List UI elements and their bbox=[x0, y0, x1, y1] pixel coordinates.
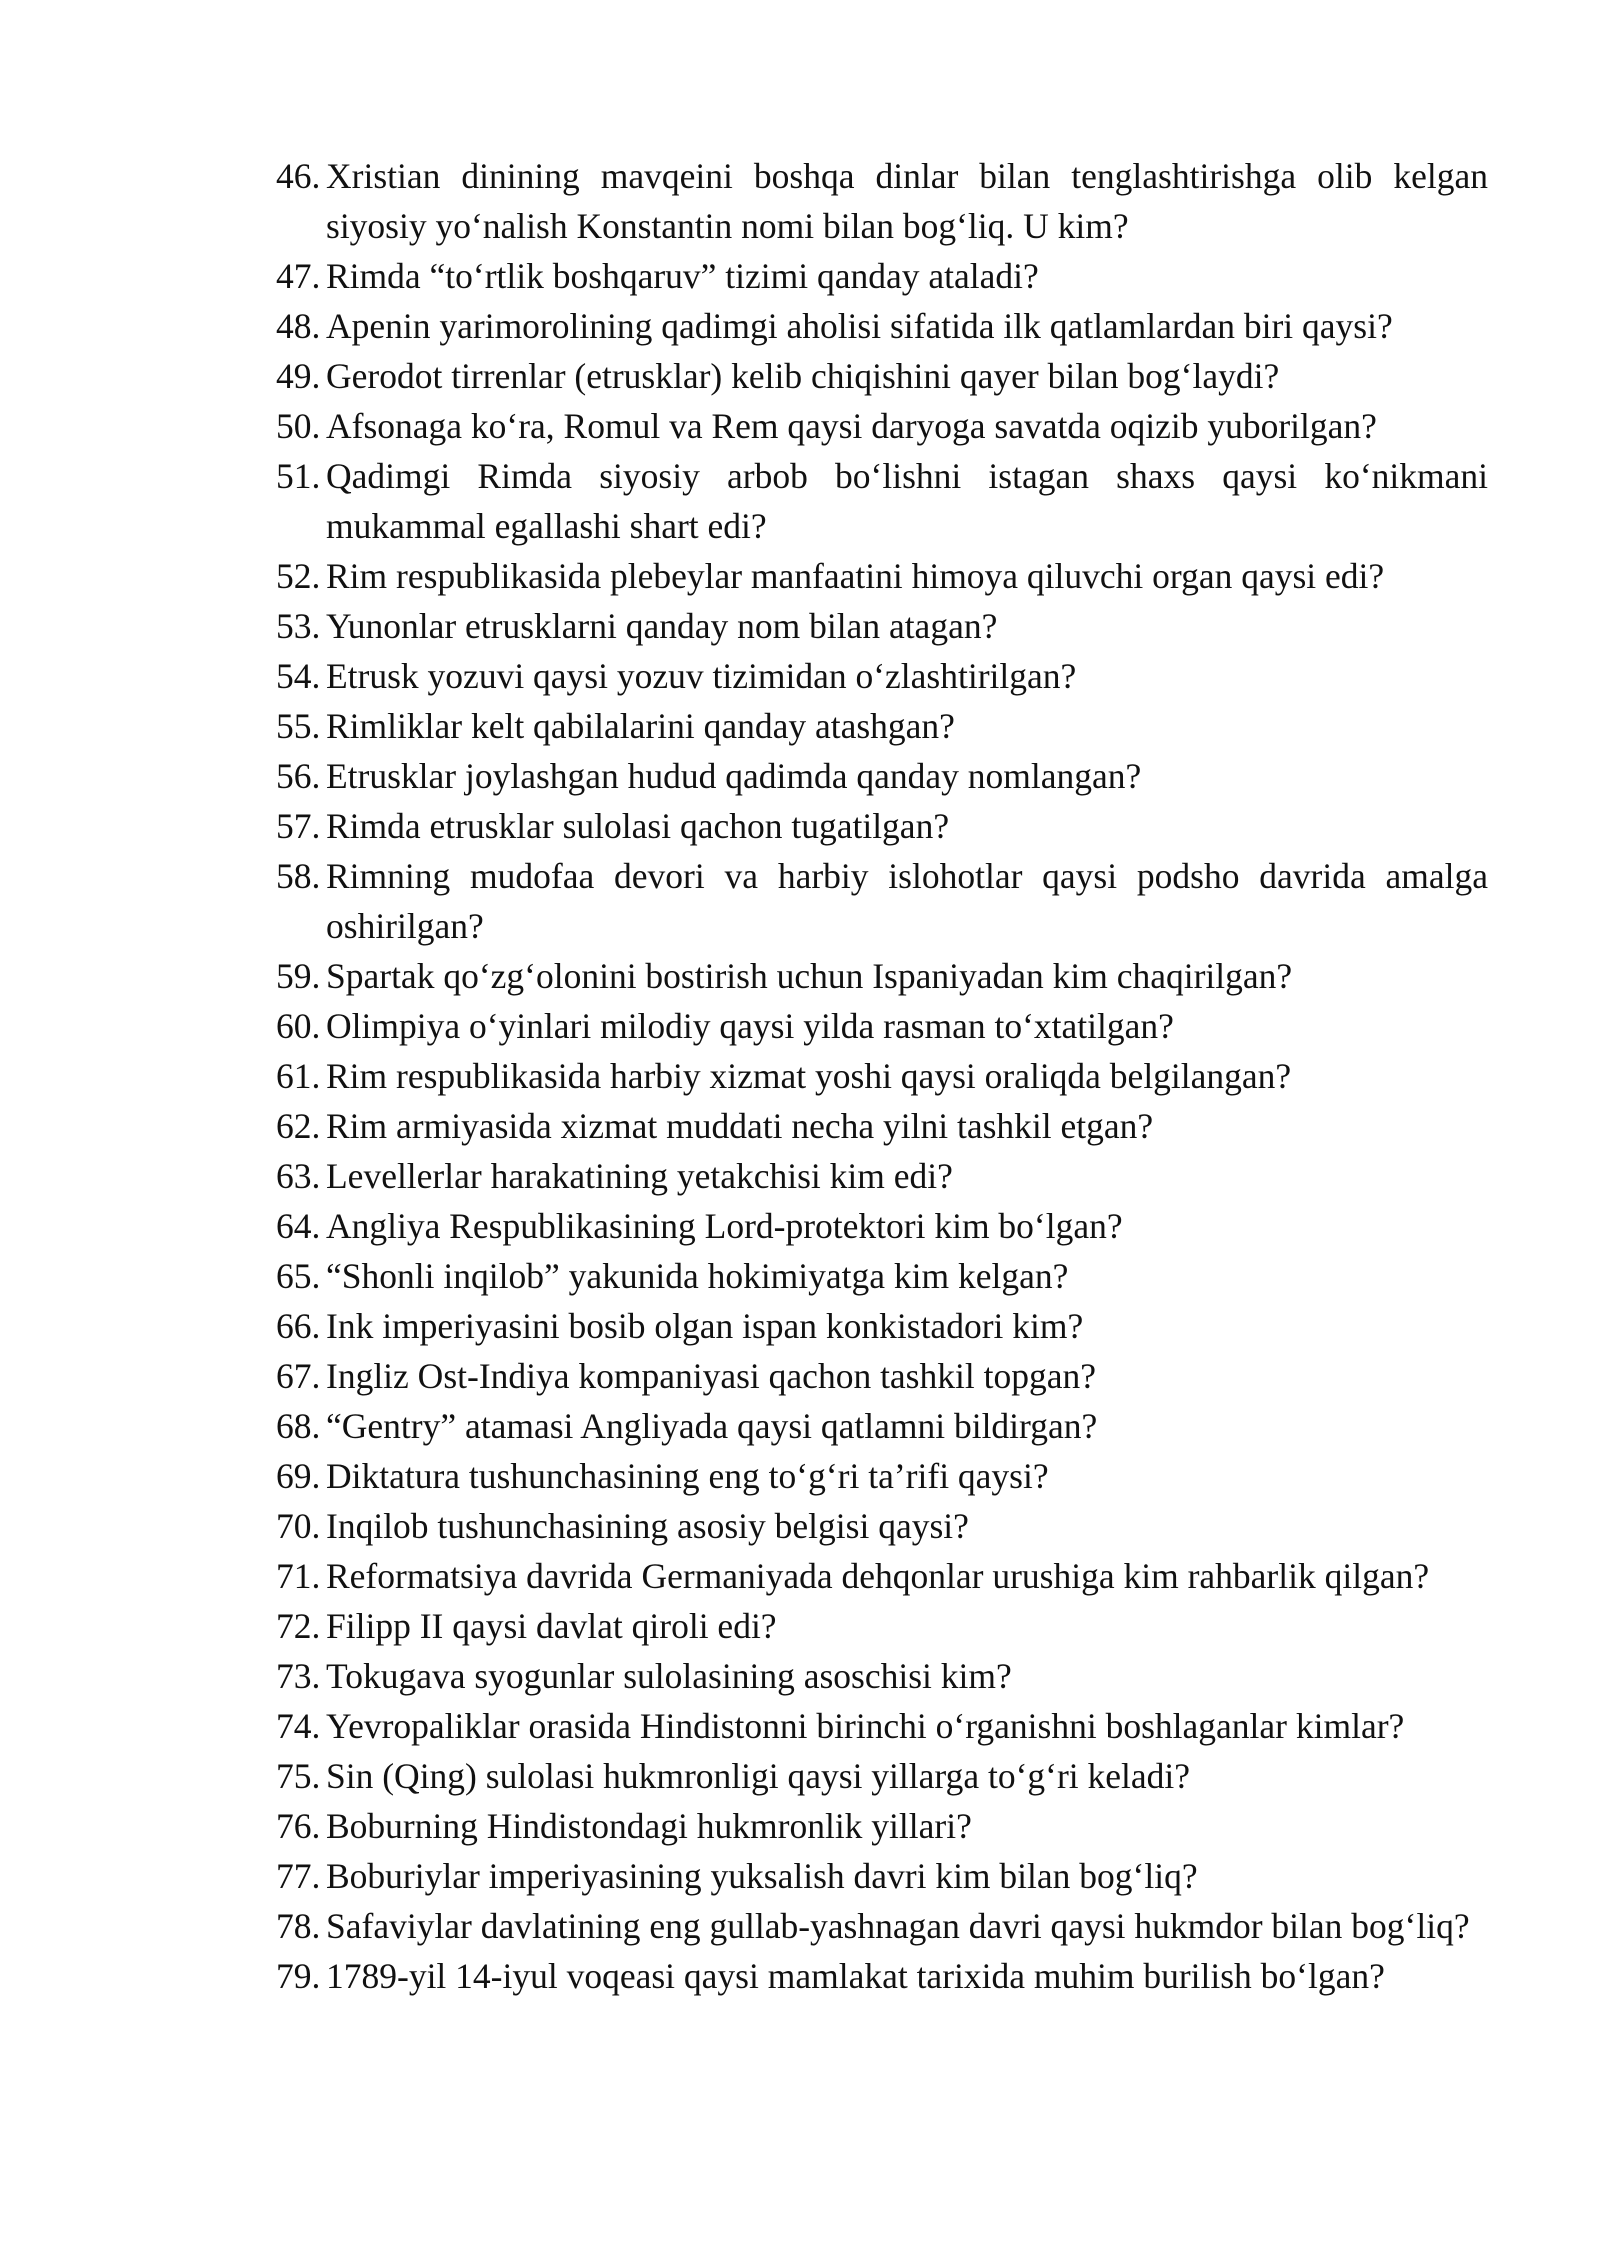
question-item bbox=[276, 1651, 1488, 1701]
question-text: Rim respublikasida plebeylar manfaatini himoya qiluvchi organ qaysi edi? bbox=[326, 556, 1385, 596]
question-item bbox=[276, 1901, 1488, 1951]
question-item bbox=[276, 1351, 1488, 1401]
question-text: Sin (Qing) sulolasi hukmronligi qaysi yillarga to‘g‘ri keladi? bbox=[326, 1756, 1191, 1796]
question-item bbox=[276, 1801, 1488, 1851]
question-item bbox=[276, 451, 1488, 551]
question-text: Reformatsiya davrida Germaniyada dehqonlar urushiga kim rahbarlik qilgan? bbox=[326, 1556, 1430, 1596]
question-number: 78. bbox=[276, 1906, 321, 1946]
question-number: 59. bbox=[276, 956, 321, 996]
question-number: 53. bbox=[276, 606, 321, 646]
question-item bbox=[276, 1301, 1488, 1351]
question-item bbox=[276, 1701, 1488, 1751]
question-number: 75. bbox=[276, 1756, 321, 1796]
question-number: 73. bbox=[276, 1656, 321, 1696]
question-text: Angliya Respublikasining Lord-protektori kim bo‘lgan? bbox=[326, 1206, 1123, 1246]
question-text: Olimpiya o‘yinlari milodiy qaysi yilda rasman to‘xtatilgan? bbox=[326, 1006, 1174, 1046]
question-item bbox=[276, 1751, 1488, 1801]
question-text: Tokugava syogunlar sulolasining asoschisi kim? bbox=[326, 1656, 1012, 1696]
question-text: Xristian dinining mavqeini boshqa dinlar bilan tenglashtirishga olib kelgan siyosiy yo‘nalish Konstantin nomi bilan bog‘liq. U kim? bbox=[326, 156, 1488, 246]
question-text: Ingliz Ost-Indiya kompaniyasi qachon tashkil topgan? bbox=[326, 1356, 1096, 1396]
question-text: Safaviylar davlatining eng gullab-yashnagan davri qaysi hukmdor bilan bog‘liq? bbox=[326, 1906, 1470, 1946]
question-item bbox=[276, 1401, 1488, 1451]
question-text: Inqilob tushunchasining asosiy belgisi qaysi? bbox=[326, 1506, 969, 1546]
question-text: Qadimgi Rimda siyosiy arbob bo‘lishni istagan shaxs qaysi ko‘nikmani mukammal egallashi shart edi? bbox=[326, 456, 1488, 546]
question-item bbox=[276, 701, 1488, 751]
question-text: Levellerlar harakatining yetakchisi kim edi? bbox=[326, 1156, 953, 1196]
question-item bbox=[276, 151, 1488, 251]
question-number: 54. bbox=[276, 656, 321, 696]
question-text: “Gentry” atamasi Angliyada qaysi qatlamni bildirgan? bbox=[326, 1406, 1098, 1446]
question-number: 52. bbox=[276, 556, 321, 596]
question-number: 48. bbox=[276, 306, 321, 346]
question-text: Rim armiyasida xizmat muddati necha yilni tashkil etgan? bbox=[326, 1106, 1154, 1146]
question-number: 50. bbox=[276, 406, 321, 446]
question-number: 65. bbox=[276, 1256, 321, 1296]
question-text: Rimda “to‘rtlik boshqaruv” tizimi qanday ataladi? bbox=[326, 256, 1039, 296]
question-number: 62. bbox=[276, 1106, 321, 1146]
question-text: Diktatura tushunchasining eng to‘g‘ri ta’rifi qaysi? bbox=[326, 1456, 1049, 1496]
question-number: 46. bbox=[276, 156, 321, 196]
question-item bbox=[276, 751, 1488, 801]
question-number: 77. bbox=[276, 1856, 321, 1896]
question-item bbox=[276, 1251, 1488, 1301]
question-number: 61. bbox=[276, 1056, 321, 1096]
question-text: Rimda etrusklar sulolasi qachon tugatilgan? bbox=[326, 806, 950, 846]
question-text: Yevropaliklar orasida Hindistonni birinchi o‘rganishni boshlaganlar kimlar? bbox=[326, 1706, 1405, 1746]
question-item bbox=[276, 601, 1488, 651]
question-item bbox=[276, 1151, 1488, 1201]
question-text: Rim respublikasida harbiy xizmat yoshi qaysi oraliqda belgilangan? bbox=[326, 1056, 1292, 1096]
question-number: 67. bbox=[276, 1356, 321, 1396]
question-item bbox=[276, 401, 1488, 451]
question-item bbox=[276, 1501, 1488, 1551]
question-number: 69. bbox=[276, 1456, 321, 1496]
question-text: Gerodot tirrenlar (etrusklar) kelib chiqishini qayer bilan bog‘laydi? bbox=[326, 356, 1280, 396]
question-item bbox=[276, 951, 1488, 1001]
question-number: 68. bbox=[276, 1406, 321, 1446]
question-number: 79. bbox=[276, 1956, 321, 1996]
question-number: 56. bbox=[276, 756, 321, 796]
question-text: Yunonlar etrusklarni qanday nom bilan atagan? bbox=[326, 606, 998, 646]
question-number: 64. bbox=[276, 1206, 321, 1246]
question-item bbox=[276, 651, 1488, 701]
question-number: 49. bbox=[276, 356, 321, 396]
question-text: Etrusklar joylashgan hudud qadimda qanday nomlangan? bbox=[326, 756, 1142, 796]
question-item bbox=[276, 1451, 1488, 1501]
question-number: 57. bbox=[276, 806, 321, 846]
question-number: 74. bbox=[276, 1706, 321, 1746]
question-list bbox=[276, 151, 1488, 2001]
question-number: 70. bbox=[276, 1506, 321, 1546]
question-item bbox=[276, 301, 1488, 351]
question-item bbox=[276, 851, 1488, 951]
question-text: Filipp II qaysi davlat qiroli edi? bbox=[326, 1606, 777, 1646]
question-number: 60. bbox=[276, 1006, 321, 1046]
question-number: 58. bbox=[276, 856, 321, 896]
question-item bbox=[276, 551, 1488, 601]
question-item bbox=[276, 1001, 1488, 1051]
question-number: 72. bbox=[276, 1606, 321, 1646]
question-item bbox=[276, 351, 1488, 401]
question-item bbox=[276, 801, 1488, 851]
question-item bbox=[276, 1051, 1488, 1101]
question-number: 63. bbox=[276, 1156, 321, 1196]
question-item bbox=[276, 1951, 1488, 2001]
question-text: Etrusk yozuvi qaysi yozuv tizimidan o‘zlashtirilgan? bbox=[326, 656, 1077, 696]
question-item bbox=[276, 1601, 1488, 1651]
question-text: Apenin yarimorolining qadimgi aholisi sifatida ilk qatlamlardan biri qaysi? bbox=[326, 306, 1393, 346]
question-number: 51. bbox=[276, 456, 321, 496]
question-text: “Shonli inqilob” yakunida hokimiyatga kim kelgan? bbox=[326, 1256, 1069, 1296]
question-item bbox=[276, 1851, 1488, 1901]
question-text: Rimning mudofaa devori va harbiy islohotlar qaysi podsho davrida amalga oshirilgan? bbox=[326, 856, 1488, 946]
question-number: 76. bbox=[276, 1806, 321, 1846]
question-item bbox=[276, 1551, 1488, 1601]
question-number: 66. bbox=[276, 1306, 321, 1346]
question-item bbox=[276, 251, 1488, 301]
question-text: Boburning Hindistondagi hukmronlik yillari? bbox=[326, 1806, 972, 1846]
question-text: Afsonaga ko‘ra, Romul va Rem qaysi daryoga savatda oqizib yuborilgan? bbox=[326, 406, 1377, 446]
question-item bbox=[276, 1201, 1488, 1251]
question-number: 47. bbox=[276, 256, 321, 296]
question-item bbox=[276, 1101, 1488, 1151]
question-number: 71. bbox=[276, 1556, 321, 1596]
question-text: Boburiylar imperiyasining yuksalish davri kim bilan bog‘liq? bbox=[326, 1856, 1198, 1896]
question-text: Rimliklar kelt qabilalarini qanday atashgan? bbox=[326, 706, 955, 746]
question-number: 55. bbox=[276, 706, 321, 746]
question-text: Ink imperiyasini bosib olgan ispan konkistadori kim? bbox=[326, 1306, 1084, 1346]
question-text: 1789-yil 14-iyul voqeasi qaysi mamlakat tarixida muhim burilish bo‘lgan? bbox=[326, 1956, 1385, 1996]
question-text: Spartak qo‘zg‘olonini bostirish uchun Ispaniyadan kim chaqirilgan? bbox=[326, 956, 1293, 996]
